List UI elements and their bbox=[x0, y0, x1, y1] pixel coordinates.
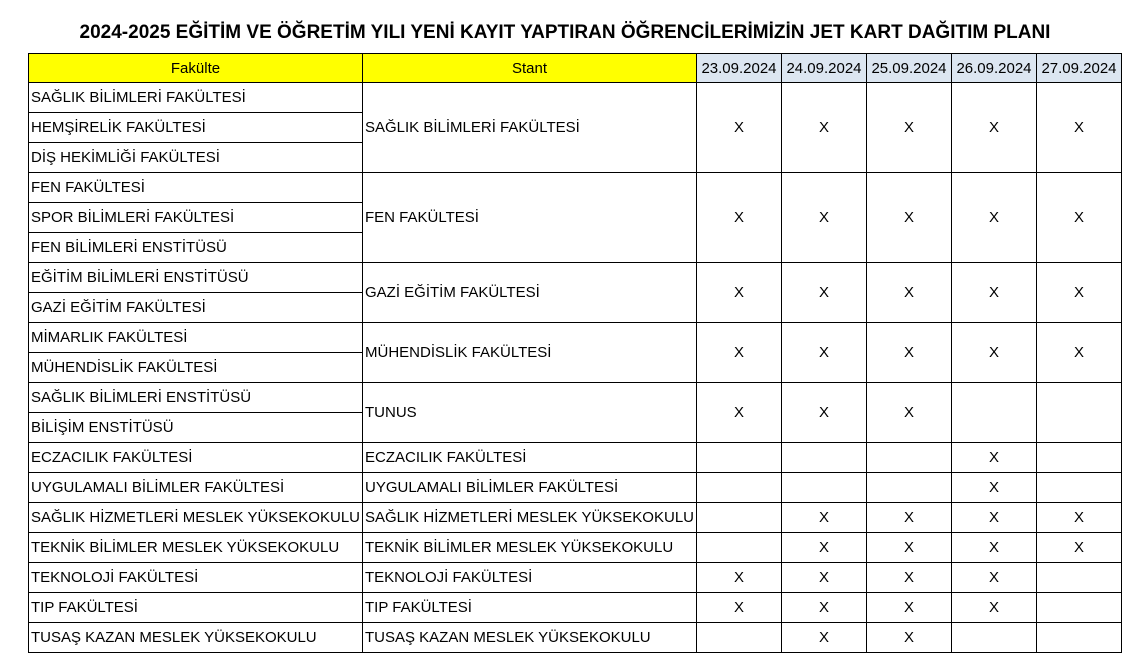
date-mark-cell bbox=[1037, 563, 1122, 593]
date-mark-cell: X bbox=[867, 173, 952, 263]
faculty-cell: ECZACILIK FAKÜLTESİ bbox=[29, 443, 363, 473]
stant-cell: TEKNİK BİLİMLER MESLEK YÜKSEKOKULU bbox=[363, 533, 697, 563]
date-mark-cell: X bbox=[867, 323, 952, 383]
faculty-cell: TIP FAKÜLTESİ bbox=[29, 593, 363, 623]
date-mark-cell bbox=[952, 383, 1037, 443]
date-mark-cell bbox=[1037, 593, 1122, 623]
date-mark-cell: X bbox=[952, 443, 1037, 473]
date-mark-cell: X bbox=[867, 563, 952, 593]
date-mark-cell: X bbox=[952, 323, 1037, 383]
date-mark-cell: X bbox=[697, 323, 782, 383]
faculty-cell: TEKNOLOJİ FAKÜLTESİ bbox=[29, 563, 363, 593]
stant-cell: MÜHENDİSLİK FAKÜLTESİ bbox=[363, 323, 697, 383]
faculty-cell: TEKNİK BİLİMLER MESLEK YÜKSEKOKULU bbox=[29, 533, 363, 563]
faculty-cell: UYGULAMALI BİLİMLER FAKÜLTESİ bbox=[29, 473, 363, 503]
stant-cell: FEN FAKÜLTESİ bbox=[363, 173, 697, 263]
table-row bbox=[29, 503, 1122, 533]
faculty-cell: MİMARLIK FAKÜLTESİ bbox=[29, 323, 363, 353]
date-mark-cell: X bbox=[782, 263, 867, 323]
faculty-cell: HEMŞİRELİK FAKÜLTESİ bbox=[29, 113, 363, 143]
stant-cell: TIP FAKÜLTESİ bbox=[363, 593, 697, 623]
date-mark-cell bbox=[697, 473, 782, 503]
table-body bbox=[29, 83, 1122, 653]
date-mark-cell: X bbox=[782, 383, 867, 443]
date-mark-cell: X bbox=[697, 83, 782, 173]
header-date: 26.09.2024 bbox=[952, 54, 1037, 83]
faculty-cell: SAĞLIK HİZMETLERİ MESLEK YÜKSEKOKULU bbox=[29, 503, 363, 533]
date-mark-cell: X bbox=[952, 473, 1037, 503]
faculty-cell: MÜHENDİSLİK FAKÜLTESİ bbox=[29, 353, 363, 383]
date-mark-cell bbox=[867, 473, 952, 503]
date-mark-cell: X bbox=[952, 593, 1037, 623]
faculty-cell: SAĞLIK BİLİMLERİ FAKÜLTESİ bbox=[29, 83, 363, 113]
date-mark-cell: X bbox=[697, 383, 782, 443]
header-fakulte: Fakülte bbox=[29, 54, 363, 83]
date-mark-cell: X bbox=[1037, 173, 1122, 263]
date-mark-cell bbox=[697, 503, 782, 533]
date-mark-cell bbox=[1037, 383, 1122, 443]
table-row bbox=[29, 443, 1122, 473]
date-mark-cell: X bbox=[1037, 533, 1122, 563]
faculty-cell: TUSAŞ KAZAN MESLEK YÜKSEKOKULU bbox=[29, 623, 363, 653]
distribution-table bbox=[28, 53, 1122, 653]
date-mark-cell bbox=[697, 443, 782, 473]
date-mark-cell: X bbox=[867, 503, 952, 533]
date-mark-cell: X bbox=[867, 593, 952, 623]
date-mark-cell: X bbox=[697, 173, 782, 263]
date-mark-cell bbox=[697, 533, 782, 563]
table-row bbox=[29, 623, 1122, 653]
date-mark-cell: X bbox=[1037, 263, 1122, 323]
faculty-cell: SPOR BİLİMLERİ FAKÜLTESİ bbox=[29, 203, 363, 233]
table-row bbox=[29, 563, 1122, 593]
faculty-cell: DİŞ HEKİMLİĞİ FAKÜLTESİ bbox=[29, 143, 363, 173]
table-row bbox=[29, 473, 1122, 503]
date-mark-cell: X bbox=[782, 323, 867, 383]
faculty-cell: EĞİTİM BİLİMLERİ ENSTİTÜSÜ bbox=[29, 263, 363, 293]
table-row bbox=[29, 173, 1122, 203]
faculty-cell: GAZİ EĞİTİM FAKÜLTESİ bbox=[29, 293, 363, 323]
stant-cell: ECZACILIK FAKÜLTESİ bbox=[363, 443, 697, 473]
date-mark-cell: X bbox=[952, 503, 1037, 533]
table-row bbox=[29, 83, 1122, 113]
date-mark-cell: X bbox=[782, 503, 867, 533]
date-mark-cell: X bbox=[952, 563, 1037, 593]
table-row bbox=[29, 263, 1122, 293]
date-mark-cell: X bbox=[867, 83, 952, 173]
date-mark-cell bbox=[952, 623, 1037, 653]
date-mark-cell: X bbox=[952, 173, 1037, 263]
date-mark-cell: X bbox=[952, 83, 1037, 173]
date-mark-cell bbox=[1037, 443, 1122, 473]
stant-cell: TEKNOLOJİ FAKÜLTESİ bbox=[363, 563, 697, 593]
stant-cell: SAĞLIK BİLİMLERİ FAKÜLTESİ bbox=[363, 83, 697, 173]
stant-cell: GAZİ EĞİTİM FAKÜLTESİ bbox=[363, 263, 697, 323]
date-mark-cell bbox=[782, 443, 867, 473]
date-mark-cell: X bbox=[1037, 503, 1122, 533]
date-mark-cell bbox=[697, 623, 782, 653]
date-mark-cell: X bbox=[952, 533, 1037, 563]
header-date: 23.09.2024 bbox=[697, 54, 782, 83]
faculty-cell: BİLİŞİM ENSTİTÜSÜ bbox=[29, 413, 363, 443]
date-mark-cell: X bbox=[867, 383, 952, 443]
header-date: 27.09.2024 bbox=[1037, 54, 1122, 83]
date-mark-cell: X bbox=[697, 563, 782, 593]
table-row bbox=[29, 593, 1122, 623]
header-row bbox=[29, 54, 1122, 83]
header-stant: Stant bbox=[363, 54, 697, 83]
date-mark-cell: X bbox=[782, 563, 867, 593]
date-mark-cell: X bbox=[782, 173, 867, 263]
table-row bbox=[29, 383, 1122, 413]
date-mark-cell: X bbox=[867, 623, 952, 653]
date-mark-cell: X bbox=[782, 623, 867, 653]
header-date: 25.09.2024 bbox=[867, 54, 952, 83]
date-mark-cell bbox=[782, 473, 867, 503]
date-mark-cell: X bbox=[697, 593, 782, 623]
stant-cell: TUSAŞ KAZAN MESLEK YÜKSEKOKULU bbox=[363, 623, 697, 653]
table-row bbox=[29, 533, 1122, 563]
faculty-cell: FEN BİLİMLERİ ENSTİTÜSÜ bbox=[29, 233, 363, 263]
date-mark-cell bbox=[1037, 473, 1122, 503]
date-mark-cell: X bbox=[1037, 83, 1122, 173]
stant-cell: SAĞLIK HİZMETLERİ MESLEK YÜKSEKOKULU bbox=[363, 503, 697, 533]
stant-cell: TUNUS bbox=[363, 383, 697, 443]
table-row bbox=[29, 323, 1122, 353]
date-mark-cell bbox=[867, 443, 952, 473]
header-date: 24.09.2024 bbox=[782, 54, 867, 83]
date-mark-cell: X bbox=[782, 533, 867, 563]
date-mark-cell: X bbox=[1037, 323, 1122, 383]
stant-cell: UYGULAMALI BİLİMLER FAKÜLTESİ bbox=[363, 473, 697, 503]
faculty-cell: SAĞLIK BİLİMLERİ ENSTİTÜSÜ bbox=[29, 383, 363, 413]
date-mark-cell: X bbox=[867, 533, 952, 563]
faculty-cell: FEN FAKÜLTESİ bbox=[29, 173, 363, 203]
date-mark-cell: X bbox=[782, 83, 867, 173]
page-title: 2024-2025 EĞİTİM VE ÖĞRETİM YILI YENİ KAYIT YAPTIRAN ÖĞRENCİLERİMİZİN JET KART DAĞITIM PLANI bbox=[79, 22, 1051, 43]
date-mark-cell: X bbox=[867, 263, 952, 323]
date-mark-cell: X bbox=[952, 263, 1037, 323]
date-mark-cell: X bbox=[697, 263, 782, 323]
date-mark-cell bbox=[1037, 623, 1122, 653]
date-mark-cell: X bbox=[782, 593, 867, 623]
